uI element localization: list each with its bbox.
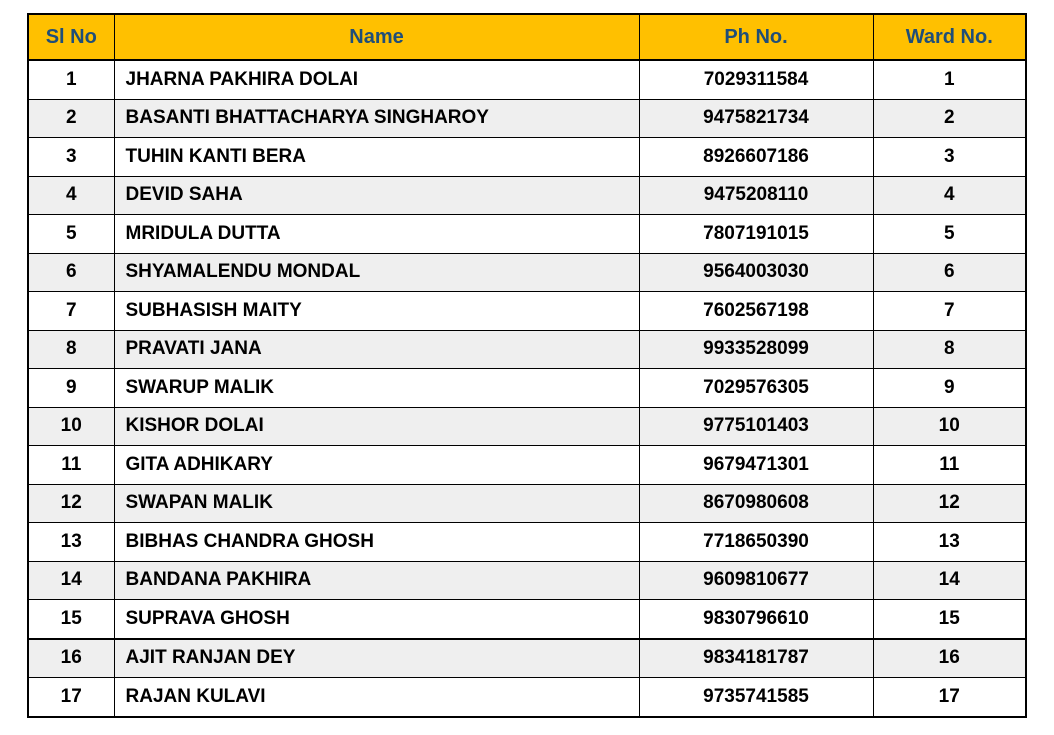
- cell-ward: 17: [873, 678, 1026, 717]
- cell-phone: 7602567198: [639, 292, 873, 331]
- table-row: [28, 99, 1026, 138]
- cell-phone: 9735741585: [639, 678, 873, 717]
- table-row: [28, 446, 1026, 485]
- cell-sl-no: 13: [28, 523, 114, 562]
- ward-councillor-table: [27, 13, 1027, 718]
- cell-phone: 9933528099: [639, 330, 873, 369]
- header-name: Name: [114, 14, 639, 60]
- cell-ward: 4: [873, 176, 1026, 215]
- cell-ward: 1: [873, 60, 1026, 99]
- cell-sl-no: 6: [28, 253, 114, 292]
- cell-ward: 10: [873, 407, 1026, 446]
- cell-phone: 7029311584: [639, 60, 873, 99]
- cell-name: SWAPAN MALIK: [114, 484, 639, 523]
- cell-phone: 8926607186: [639, 138, 873, 177]
- cell-sl-no: 2: [28, 99, 114, 138]
- cell-phone: 9830796610: [639, 600, 873, 639]
- cell-sl-no: 7: [28, 292, 114, 331]
- cell-ward: 15: [873, 600, 1026, 639]
- cell-name: SHYAMALENDU MONDAL: [114, 253, 639, 292]
- cell-sl-no: 15: [28, 600, 114, 639]
- cell-name: BANDANA PAKHIRA: [114, 561, 639, 600]
- cell-ward: 2: [873, 99, 1026, 138]
- header-phone: Ph No.: [639, 14, 873, 60]
- cell-phone: 9834181787: [639, 639, 873, 678]
- cell-phone: 7029576305: [639, 369, 873, 408]
- cell-sl-no: 3: [28, 138, 114, 177]
- cell-phone: 9564003030: [639, 253, 873, 292]
- header-ward: Ward No.: [873, 14, 1026, 60]
- table-row: [28, 138, 1026, 177]
- cell-sl-no: 17: [28, 678, 114, 717]
- table-row: [28, 176, 1026, 215]
- cell-ward: 5: [873, 215, 1026, 254]
- table-body: [28, 60, 1026, 717]
- cell-ward: 13: [873, 523, 1026, 562]
- table-row: [28, 253, 1026, 292]
- cell-name: SWARUP MALIK: [114, 369, 639, 408]
- cell-name: GITA ADHIKARY: [114, 446, 639, 485]
- cell-name: MRIDULA DUTTA: [114, 215, 639, 254]
- table-row: [28, 60, 1026, 99]
- cell-phone: 9609810677: [639, 561, 873, 600]
- cell-name: SUBHASISH MAITY: [114, 292, 639, 331]
- table-row: [28, 639, 1026, 678]
- header-row: [28, 14, 1026, 60]
- header-sl-no: Sl No: [28, 14, 114, 60]
- cell-phone: 7718650390: [639, 523, 873, 562]
- cell-ward: 6: [873, 253, 1026, 292]
- cell-sl-no: 16: [28, 639, 114, 678]
- cell-name: AJIT RANJAN DEY: [114, 639, 639, 678]
- cell-ward: 12: [873, 484, 1026, 523]
- cell-sl-no: 10: [28, 407, 114, 446]
- cell-name: BASANTI BHATTACHARYA SINGHAROY: [114, 99, 639, 138]
- cell-phone: 7807191015: [639, 215, 873, 254]
- cell-phone: 8670980608: [639, 484, 873, 523]
- cell-sl-no: 14: [28, 561, 114, 600]
- cell-phone: 9679471301: [639, 446, 873, 485]
- table-row: [28, 330, 1026, 369]
- cell-name: RAJAN KULAVI: [114, 678, 639, 717]
- cell-sl-no: 8: [28, 330, 114, 369]
- table-row: [28, 523, 1026, 562]
- table-row: [28, 369, 1026, 408]
- cell-ward: 16: [873, 639, 1026, 678]
- table-row: [28, 215, 1026, 254]
- cell-name: JHARNA PAKHIRA DOLAI: [114, 60, 639, 99]
- cell-name: TUHIN KANTI BERA: [114, 138, 639, 177]
- cell-name: DEVID SAHA: [114, 176, 639, 215]
- table-row: [28, 292, 1026, 331]
- cell-phone: 9775101403: [639, 407, 873, 446]
- cell-ward: 7: [873, 292, 1026, 331]
- cell-sl-no: 4: [28, 176, 114, 215]
- cell-name: KISHOR DOLAI: [114, 407, 639, 446]
- cell-sl-no: 12: [28, 484, 114, 523]
- table-row: [28, 600, 1026, 639]
- cell-phone: 9475208110: [639, 176, 873, 215]
- table-header: [28, 14, 1026, 60]
- cell-sl-no: 11: [28, 446, 114, 485]
- cell-phone: 9475821734: [639, 99, 873, 138]
- cell-name: BIBHAS CHANDRA GHOSH: [114, 523, 639, 562]
- cell-sl-no: 1: [28, 60, 114, 99]
- cell-ward: 11: [873, 446, 1026, 485]
- table-row: [28, 561, 1026, 600]
- table-row: [28, 407, 1026, 446]
- table-row: [28, 484, 1026, 523]
- cell-ward: 8: [873, 330, 1026, 369]
- cell-sl-no: 5: [28, 215, 114, 254]
- cell-ward: 9: [873, 369, 1026, 408]
- cell-sl-no: 9: [28, 369, 114, 408]
- cell-name: SUPRAVA GHOSH: [114, 600, 639, 639]
- cell-name: PRAVATI JANA: [114, 330, 639, 369]
- cell-ward: 3: [873, 138, 1026, 177]
- cell-ward: 14: [873, 561, 1026, 600]
- table-row: [28, 678, 1026, 717]
